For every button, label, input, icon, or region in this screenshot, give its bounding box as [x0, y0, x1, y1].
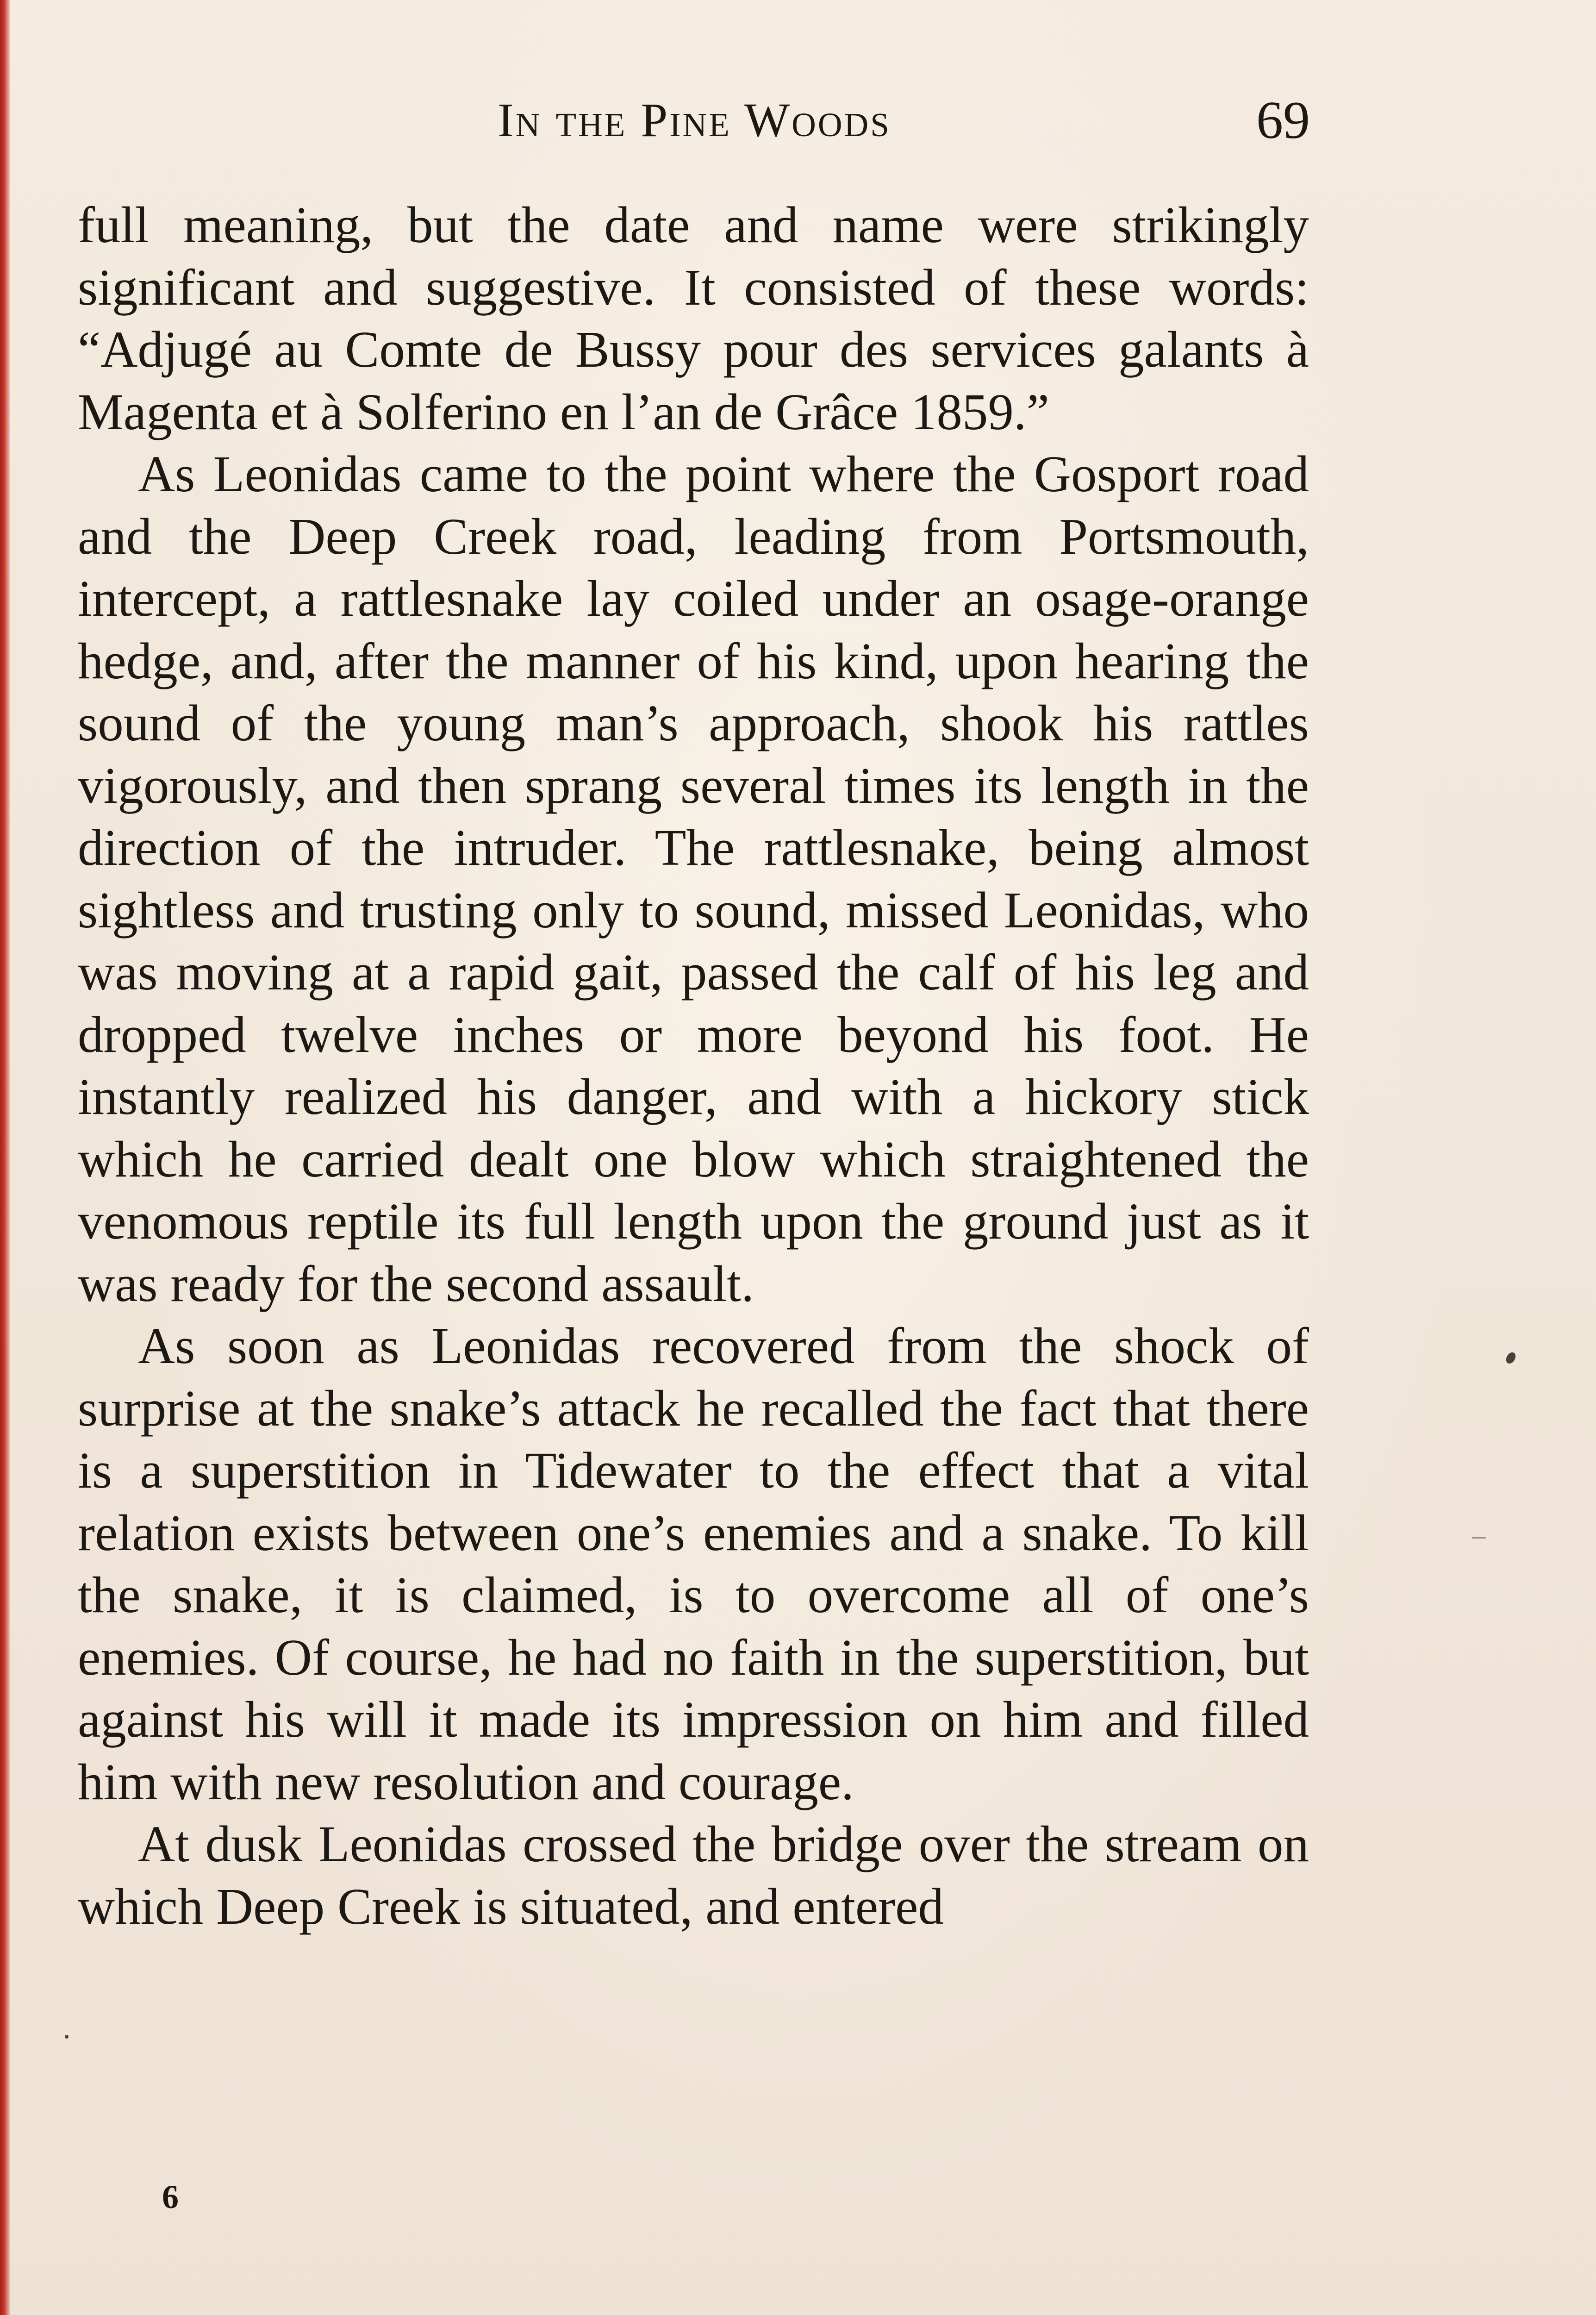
- paragraph-continued: full meaning, but the date and name were strikingly significant and suggestive. It consisted of these words: “Adjugé au Comte de Bussy pour des services galants à Magenta et à Solferino en l’an de Grâce 1859.”: [78, 197, 1309, 441]
- signature-mark: 6: [162, 2178, 179, 2215]
- paragraph: As soon as Leonidas recovered from the shock of surprise at the snake’s attack he recalled the fact that there is a superstition in Tidewater to the effect that a vital relation exists between one’s enemies and a snake. To kill the snake, it is claimed, is to overcome all of one’s enemies. Of course, he had no faith in the superstition, but against his will it made its impression on him and filled him with new resolution and courage.: [78, 1318, 1309, 1811]
- page-edge: [0, 0, 10, 2315]
- paragraph: At dusk Leonidas crossed the bridge over the stream on which Deep Creek is situated, and entered: [78, 1816, 1309, 1935]
- ink-speck: [1504, 1351, 1518, 1365]
- ink-speck: [65, 2035, 69, 2039]
- body-text: [78, 194, 1309, 1938]
- paragraph: As Leonidas came to the point where the Gosport road and the Deep Creek road, leading from Portsmouth, intercept, a rattlesnake lay coiled under an osage-orange hedge, and, after the manner of his kind, upon hearing the sound of the young man’s approach, shook his rattles vigorously, and then sprang several times its length in the direction of the intruder. The rattlesnake, being almost sightless and trusting only to sound, missed Leonidas, who was moving at a rapid gait, passed the calf of his leg and dropped twelve inches or more beyond his foot. He instantly realized his danger, and with a hickory stick which he carried dealt one blow which straightened the venomous reptile its full length upon the ground just as it was ready for the second assault.: [78, 446, 1309, 1313]
- running-title: In the Pine Woods: [498, 94, 891, 147]
- page-number: 69: [1256, 91, 1310, 150]
- running-head: [79, 90, 1310, 150]
- ink-speck: [1472, 1537, 1486, 1539]
